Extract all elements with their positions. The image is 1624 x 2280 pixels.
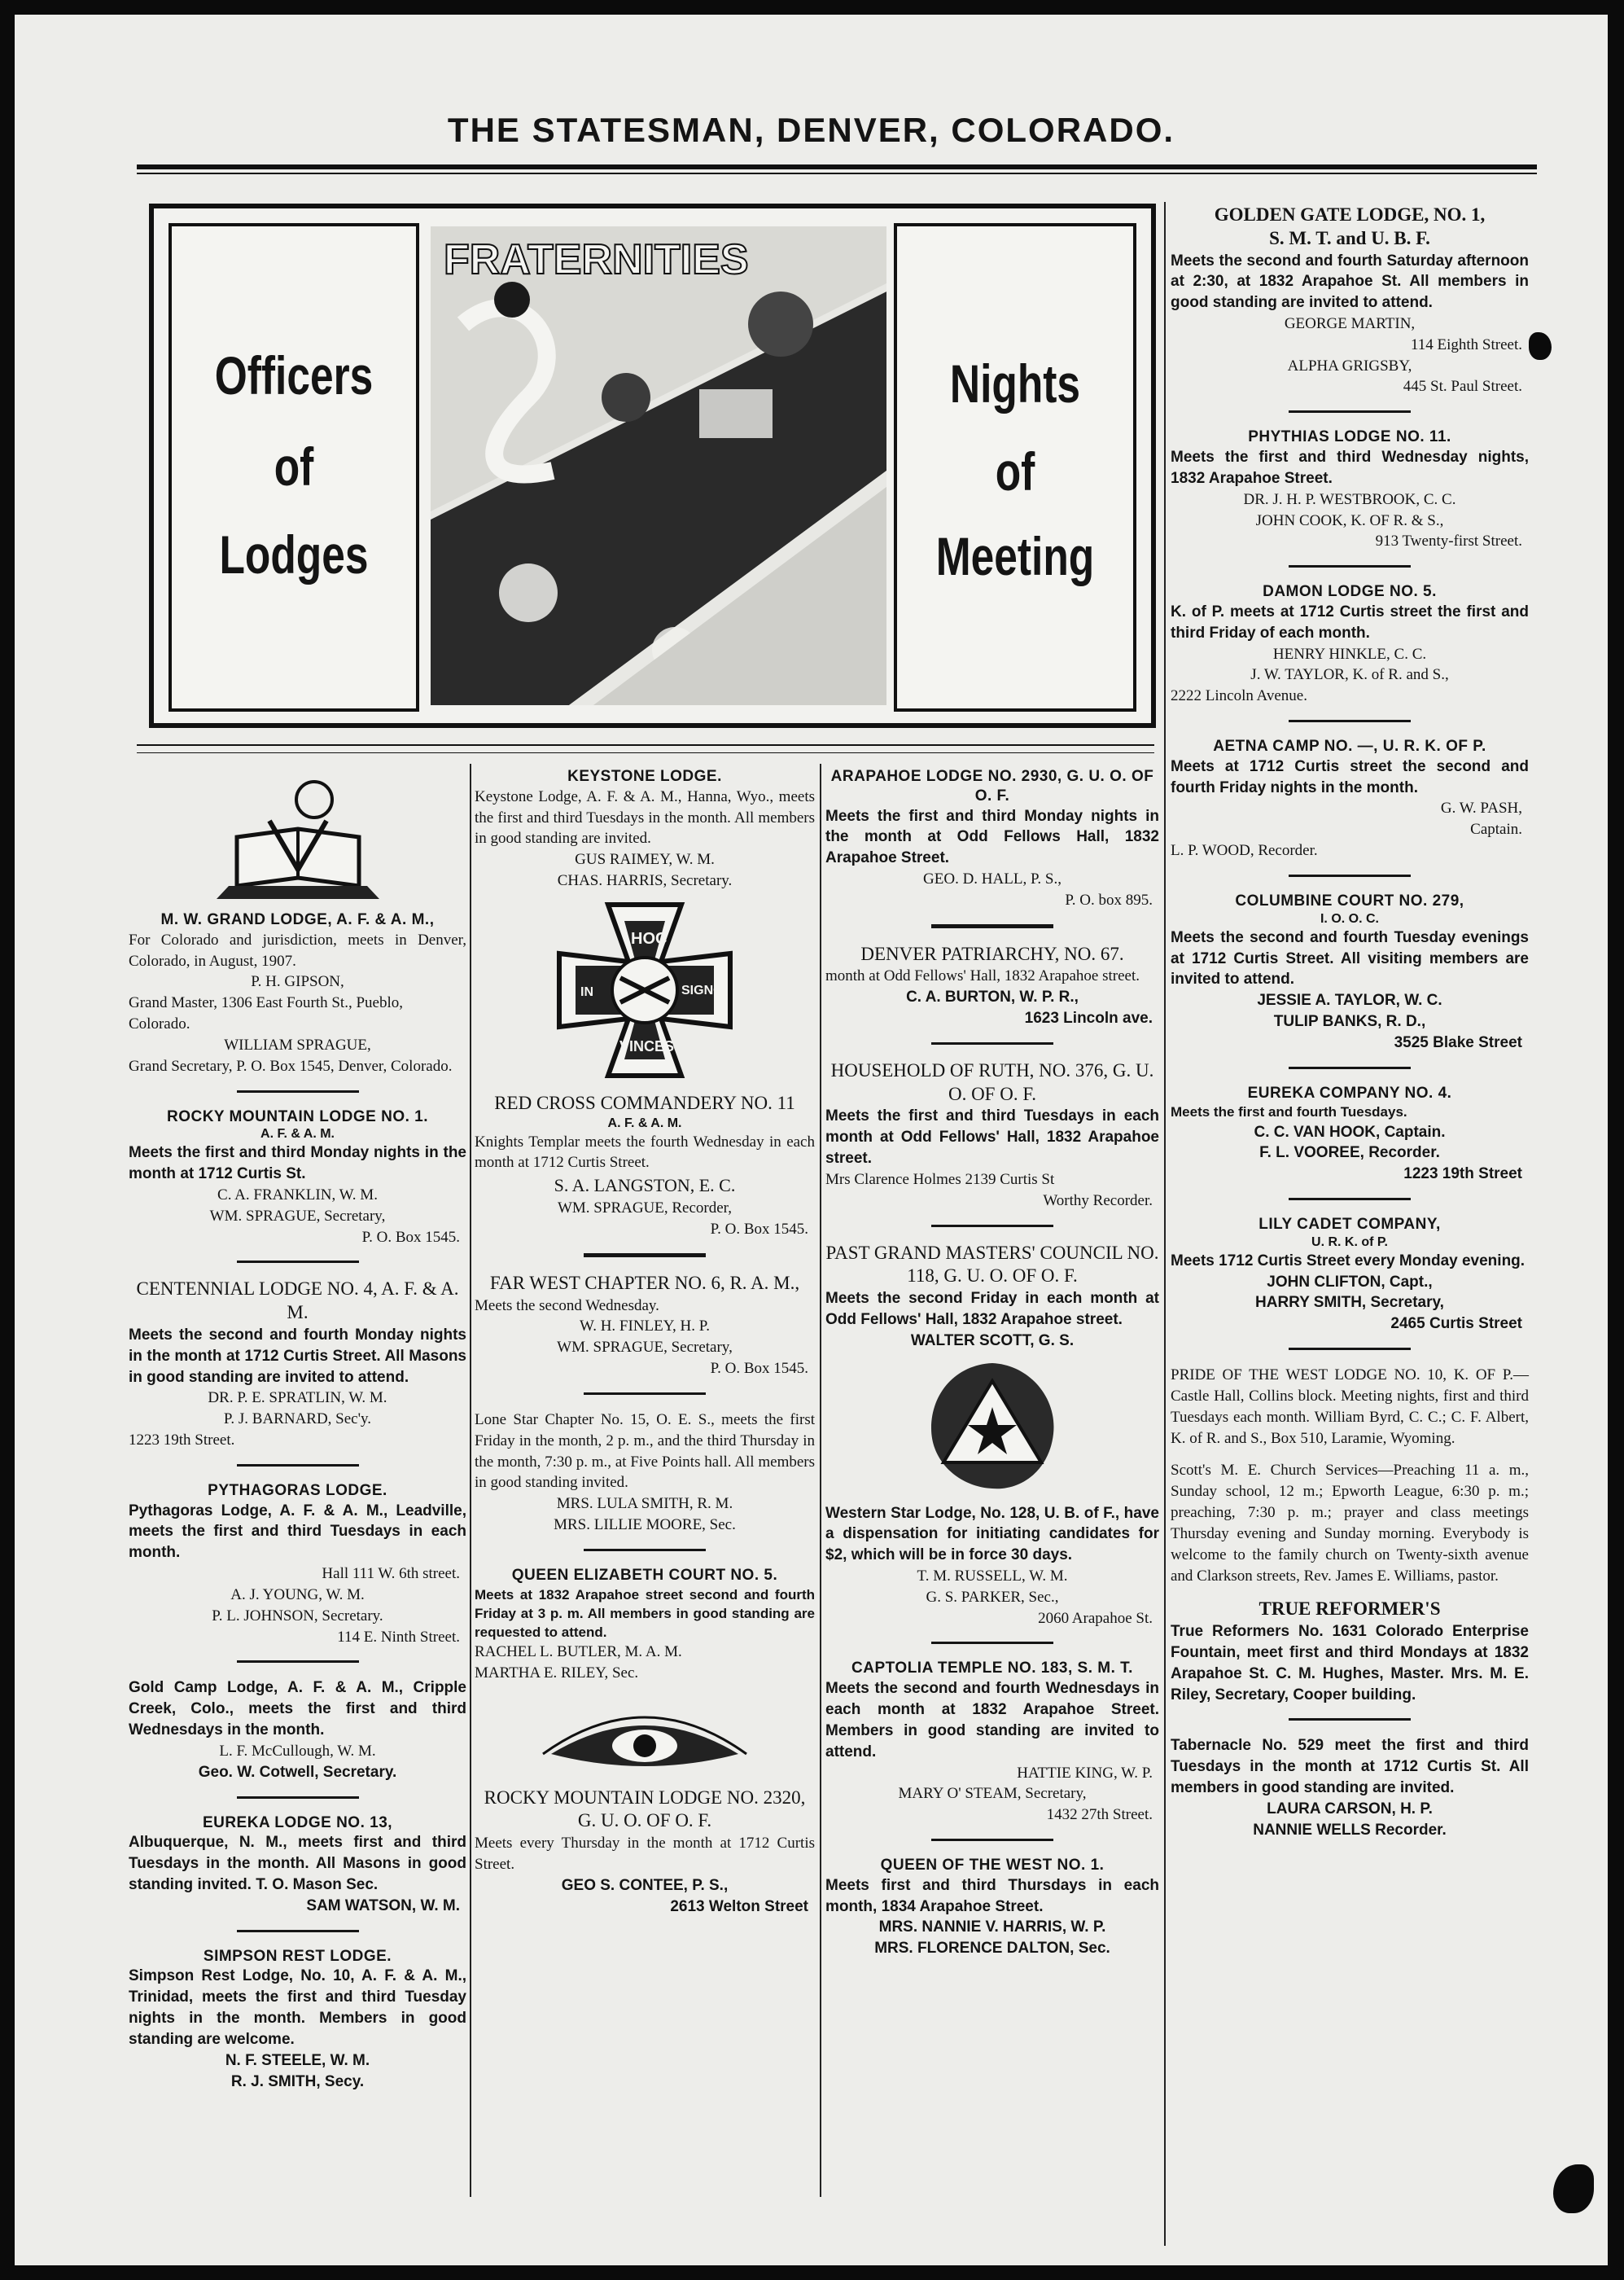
column-4 [1171,204,1529,1841]
banner-rule-2 [137,752,1154,753]
separator [584,1392,706,1395]
column-divider-3 [1164,202,1166,2246]
damon-name-3: 2222 Lincoln Avenue. [1171,687,1307,705]
separator [1289,720,1411,722]
household-ruth-body: Meets the first and third Tuesdays in each month at Odd Fellows' Hall, 1832 Arapahoe street. [825,1107,1159,1168]
banner-left-panel [169,223,419,712]
arapahoe-title: ARAPAHOE LODGE NO. 2930, G. U. O. OF O. F. [830,768,1154,805]
rocky-mountain-2320-name-2: 2613 Welton Street [670,1897,808,1915]
scotts-church-body: Scott's M. E. Church Services—Preaching 11 a. m., Sunday school, 12 m.; Epworth League, 6:30 p. m.; preaching, 7:30 p. m.; prayer and class meetings Thursday evening and Sunday morning. Everybody is welcome to the family church on Twenty-sixth avenue and Clarkson streets, Rev. James E. Williams, pastor. [1171,1462,1529,1585]
arapahoe-name-1: GEO. D. HALL, P. S., [923,870,1062,888]
queen-elizabeth-name-1: RACHEL L. BUTLER, M. A. M. [475,1642,682,1660]
banner-right-line-2: of [995,441,1035,502]
household-ruth-name-2: Worthy Recorder. [1043,1191,1153,1209]
rocky-mountain-2320-name-1: GEO S. CONTEE, P. S., [561,1876,729,1894]
golden-gate-name-3: ALPHA GRIGSBY, [1287,357,1412,375]
banner-left-line-1: Officers [214,345,374,406]
column-2 [475,767,815,1917]
household-ruth-title: HOUSEHOLD OF RUTH, NO. 376, G. U. O. OF O. F. [830,1059,1154,1104]
arapahoe-body: Meets the first and third Monday nights in the month at Odd Fellows Hall, 1832 Arapahoe Street. [825,807,1159,867]
banner-rule [137,744,1154,746]
queen-elizabeth-title: QUEEN ELIZABETH COURT NO. 5. [511,1566,778,1584]
western-star-body: Western Star Lodge, No. 128, U. B. of F., have a dispensation for initiating candidates for $2, which will be in force 30 days. [825,1504,1159,1564]
lone-star-name-1: MRS. LULA SMITH, R. M. [556,1495,733,1513]
cross-word-in: IN [580,984,593,999]
separator [931,1839,1053,1841]
queen-west-name-1: MRS. NANNIE V. HARRIS, W. P. [878,1918,1106,1936]
separator [237,1090,359,1093]
aetna-name-3: L. P. WOOD, Recorder. [1171,842,1318,860]
centennial-body: Meets the second and fourth Monday nights in the month at 1712 Curtis Street. All Masons in good standing are invited to attend. [129,1326,466,1386]
rocky-mountain-sub: A. F. & A. M. [260,1127,335,1142]
separator [1289,1067,1411,1069]
queen-elizabeth-name-2: MARTHA E. RILEY, Sec. [475,1664,639,1682]
grand-lodge-name-2: Grand Master, 1306 East Fourth St., Pueblo, Colorado. [129,994,403,1033]
separator [931,924,1053,928]
eureka-company-name-1: C. C. VAN HOOK, Captain. [1254,1123,1446,1141]
patriarchy-name-1: C. A. BURTON, W. P. R., [906,989,1079,1006]
masthead: THE STATESMAN, DENVER, COLORADO. [447,111,1175,149]
queen-west-body: Meets first and third Thursdays in each month, 1834 Arapahoe Street. [825,1876,1159,1915]
western-star-name-1: T. M. RUSSELL, W. M. [917,1567,1068,1585]
red-cross-name-3: P. O. Box 1545. [710,1221,808,1239]
far-west-name-1: W. H. FINLEY, H. P. [580,1318,710,1335]
banner-right-line-3: Meeting [935,526,1095,586]
columbine-body: Meets the second and fourth Tuesday evenings at 1712 Curtis Street. All visiting members are invited to attend. [1171,928,1529,989]
separator [237,1464,359,1467]
arapahoe-name-2: P. O. box 895. [1065,891,1153,909]
keystone-name-1: GUS RAIMEY, W. M. [575,851,715,869]
separator [931,1225,1053,1227]
golden-gate-body: Meets the second and fourth Saturday afternoon at 2:30, at 1832 Arapahoe St. All members in good standing are invited to attend. [1171,252,1529,312]
household-ruth-name-1: Mrs Clarence Holmes 2139 Curtis St [825,1170,1055,1188]
pythagoras-name-3: P. L. JOHNSON, Secretary. [212,1607,383,1624]
banner-right-line-1: Nights [949,353,1081,414]
ink-blot [1529,332,1552,360]
true-reformers-name-1: LAURA CARSON, H. P. [1267,1800,1433,1817]
lily-cadet-body: Meets 1712 Curtis Street every Monday evening. [1171,1252,1526,1269]
grand-lodge-name-3: WILLIAM SPRAGUE, [224,1036,371,1054]
aetna-title: AETNA CAMP NO. —, U. R. K. OF P. [1213,738,1486,756]
true-reformers-body: True Reformers No. 1631 Colorado Enterprise Fountain, meet first and third Mondays at 1832 Arapahoe St. C. M. Hughes, Master. Mrs. M. E. Riley, Secretary, Cooper building. [1171,1623,1529,1703]
captolia-name-1: HATTIE KING, W. P. [1017,1764,1153,1782]
separator [237,1660,359,1663]
eureka-lodge-name-1: SAM WATSON, W. M. [306,1896,460,1914]
column-3 [825,767,1159,1959]
rocky-mountain-title: ROCKY MOUNTAIN LODGE NO. 1. [166,1107,429,1125]
simpson-rest-name-1: N. F. STEELE, W. M. [225,2051,370,2069]
simpson-rest-title: SIMPSON REST LODGE. [203,1947,392,1965]
gold-camp-name-2: Geo. W. Cotwell, Secretary. [198,1763,397,1781]
separator [931,1042,1053,1045]
far-west-name-2: WM. SPRAGUE, Secretary, [557,1339,733,1357]
lily-cadet-name-1: JOHN CLIFTON, Capt., [1267,1273,1433,1291]
separator [1289,1348,1411,1350]
columbine-name-3: 3525 Blake Street [1394,1033,1522,1051]
patriarchy-title: DENVER PATRIARCHY, NO. 67. [860,943,1124,964]
banner-illustration [431,226,886,705]
lone-star-body: Lone Star Chapter No. 15, O. E. S., meets the first Friday in the month, 2 p. m., and the third Thursday in the month, 7:30 p. m., at Five Points hall. All members in good standing invited. [475,1410,815,1492]
phythias-name-1: DR. J. H. P. WESTBROOK, C. C. [1243,490,1456,508]
far-west-name-3: P. O. Box 1545. [710,1360,808,1378]
eureka-lodge-body: Albuquerque, N. M., meets first and third Tuesdays in the month. All Masons in good standing invited. T. O. Mason Sec. [129,1834,466,1893]
pythagoras-name-1: Hall 111 W. 6th street. [322,1565,460,1583]
patriarchy-name-2: 1623 Lincoln ave. [1024,1010,1153,1028]
queen-elizabeth-body: Meets at 1832 Arapahoe street second and fourth Friday at 3 p. m. All members in good standing are requested to attend. [475,1586,815,1640]
eureka-company-name-3: 1223 19th Street [1403,1165,1522,1183]
simpson-rest-name-2: R. J. SMITH, Secy. [230,2072,365,2090]
masthead-rule-thin [137,173,1537,174]
ink-blot [1553,2164,1594,2213]
separator [1289,410,1411,413]
masonic-bible-emblem [204,772,392,902]
past-grand-name-1: WALTER SCOTT, G. S. [910,1331,1075,1349]
columbine-sub: I. O. O. C. [1320,911,1379,926]
centennial-title: CENTENNIAL LODGE NO. 4, A. F. & A. M. [136,1278,459,1323]
true-reformers-title: TRUE REFORMER'S [1258,1598,1441,1620]
banner-right-panel [894,223,1136,712]
newspaper-page [15,15,1608,2265]
star-triangle-emblem [923,1357,1062,1495]
phythias-name-3: 913 Twenty-first Street. [1375,533,1522,550]
pythagoras-body: Pythagoras Lodge, A. F. & A. M., Leadville, meets the first and third Tuesdays in each month. [129,1502,466,1562]
column-1 [129,767,466,2092]
separator [584,1253,706,1257]
captolia-body: Meets the second and fourth Wednesdays in each month at 1832 Arapahoe Street. Members in good standing are invited to attend. [825,1680,1159,1760]
lone-star-name-2: MRS. LILLIE MOORE, Sec. [554,1516,736,1534]
rocky-mountain-body: Meets the first and third Monday nights in the month at 1712 Curtis St. [129,1144,466,1183]
western-star-name-2: G. S. PARKER, Sec., [926,1588,1059,1606]
rocky-mountain-2320-title: ROCKY MOUNTAIN LODGE NO. 2320, G. U. O. OF O. F. [484,1787,806,1831]
knights-templar-cross-emblem [551,897,738,1084]
phythias-name-2: JOHN COOK, K. OF R. & S., [1255,511,1444,529]
rocky-mountain-name-1: C. A. FRANKLIN, W. M. [217,1186,378,1204]
past-grand-body: Meets the second Friday in each month at Odd Fellows' Hall, 1832 Arapahoe street. [825,1290,1159,1328]
lily-cadet-sub: U. R. K. of P. [1311,1234,1388,1249]
separator [237,1796,359,1799]
keystone-name-2: CHAS. HARRIS, Secretary. [557,872,733,890]
pride-west-body: PRIDE OF THE WEST LODGE NO. 10, K. OF P.—Castle Hall, Collins block. Meeting nights, first and third Tuesdays each month. William Byrd, C. C.; C. F. Albert, K. of R. and S., Box 510, Laramie, Wyoming. [1171,1366,1529,1447]
cross-word-vinces: VINCES [619,1037,675,1054]
keystone-body: Keystone Lodge, A. F. & A. M., Hanna, Wyo., meets the first and third Tuesdays in the month. All members in good standing are invited. [475,787,815,848]
queen-west-name-2: MRS. FLORENCE DALTON, Sec. [874,1940,1110,1958]
golden-gate-name-4: 445 St. Paul Street. [1403,378,1522,396]
eureka-company-body: Meets the first and fourth Tuesdays. [1171,1104,1407,1120]
damon-title: DAMON LODGE NO. 5. [1263,583,1437,601]
patriarchy-body: month at Odd Fellows' Hall, 1832 Arapahoe street. [825,967,1140,985]
red-cross-title: RED CROSS COMMANDERY NO. 11 [494,1092,795,1113]
rocky-mountain-name-2: WM. SPRAGUE, Secretary, [209,1207,386,1225]
separator [1289,565,1411,568]
grand-lodge-name-4: Grand Secretary, P. O. Box 1545, Denver, Colorado. [129,1057,453,1075]
far-west-body: Meets the second Wednesday. [475,1296,659,1314]
golden-gate-title: GOLDEN GATE LODGE, NO. 1, [1214,204,1486,225]
separator [1289,1718,1411,1721]
cross-word-signo: SIGNO [681,983,724,998]
aetna-name-1: G. W. PASH, [1440,800,1522,818]
lily-cadet-name-2: HARRY SMITH, Secretary, [1255,1294,1444,1312]
red-cross-sub: A. F. & A. M. [607,1116,682,1130]
centennial-name-3: 1223 19th Street. [129,1432,235,1449]
far-west-title: FAR WEST CHAPTER NO. 6, R. A. M., [489,1272,800,1293]
golden-gate-name-1: GEORGE MARTIN, [1284,314,1416,332]
separator [237,1930,359,1932]
columbine-name-2: TULIP BANKS, R. D., [1273,1013,1426,1031]
captolia-title: CAPTOLIA TEMPLE NO. 183, S. M. T. [851,1660,1133,1677]
captolia-name-3: 1432 27th Street. [1046,1806,1153,1824]
masthead-rule [137,164,1537,169]
grand-lodge-title: M. W. GRAND LODGE, A. F. & A. M., [160,911,435,928]
pythagoras-title: PYTHAGORAS LODGE. [208,1481,387,1499]
red-cross-name-1: S. A. LANGSTON, E. C. [554,1175,736,1196]
eureka-company-title: EUREKA COMPANY NO. 4. [1247,1084,1452,1102]
all-seeing-eye-emblem [535,1689,755,1778]
fraternities-banner [149,204,1156,728]
western-star-name-3: 2060 Arapahoe St. [1038,1609,1153,1627]
banner-left-line-3: Lodges [219,524,369,585]
spacer [1171,1586,1529,1598]
past-grand-title: PAST GRAND MASTERS' COUNCIL NO. 118, G. U. O. OF O. F. [825,1242,1159,1287]
separator [1289,1198,1411,1200]
cross-word-hoc: HOC [631,929,668,948]
eureka-company-name-2: F. L. VOOREE, Recorder. [1259,1144,1440,1162]
golden-gate-name-2: 114 Eighth Street. [1410,335,1522,353]
pythagoras-name-4: 114 E. Ninth Street. [337,1628,460,1646]
centennial-name-1: DR. P. E. SPRATLIN, W. M. [208,1389,387,1407]
separator [237,1261,359,1263]
red-cross-name-2: WM. SPRAGUE, Recorder, [557,1199,733,1217]
damon-name-1: HENRY HINKLE, C. C. [1272,645,1427,663]
grand-lodge-body: For Colorado and jurisdiction, meets in Denver, Colorado, in August, 1907. [129,931,466,970]
damon-name-2: J. W. TAYLOR, K. of R. and S., [1250,666,1449,684]
damon-body: K. of P. meets at 1712 Curtis street the first and third Friday of each month. [1171,603,1529,642]
simpson-rest-body: Simpson Rest Lodge, No. 10, A. F. & A. M., Trinidad, meets the first and third Tuesday nights in the month. Members in good standing are welcome. [129,1967,466,2048]
phythias-title: PHYTHIAS LODGE NO. 11. [1248,428,1451,446]
centennial-name-2: P. J. BARNARD, Sec'y. [223,1410,372,1428]
aetna-body: Meets at 1712 Curtis street the second and fourth Friday nights in the month. [1171,757,1529,796]
aetna-name-2: Captain. [1470,821,1522,839]
lily-cadet-name-3: 2465 Curtis Street [1390,1315,1522,1333]
captolia-name-2: MARY O' STEAM, Secretary, [898,1785,1087,1803]
phythias-body: Meets the first and third Wednesday nights, 1832 Arapahoe Street. [1171,449,1529,487]
red-cross-body: Knights Templar meets the fourth Wednesday in each month at 1712 Curtis Street. [475,1133,815,1172]
banner-title: FRATERNITIES [444,236,749,283]
fraternities-illustration [431,226,886,705]
spacer [1171,1449,1529,1460]
golden-gate-sub: S. M. T. and U. B. F. [1269,227,1430,248]
gold-camp-name-1: L. F. McCullough, W. M. [219,1742,376,1760]
column-divider-1 [470,764,471,2197]
keystone-title: KEYSTONE LODGE. [567,768,722,785]
separator [1289,875,1411,877]
columbine-title: COLUMBINE COURT NO. 279, [1235,892,1464,910]
pythagoras-name-2: A. J. YOUNG, W. M. [230,1585,365,1603]
true-reformers-name-2: NANNIE WELLS Recorder. [1253,1821,1447,1839]
gold-camp-body: Gold Camp Lodge, A. F. & A. M., Cripple Creek, Colo., meets the first and third Wednesdays in the month. [129,1679,466,1739]
column-divider-2 [820,764,821,2197]
lily-cadet-title: LILY CADET COMPANY, [1258,1216,1441,1234]
separator [931,1642,1053,1644]
eureka-lodge-title: EUREKA LODGE NO. 13, [202,1813,393,1831]
grand-lodge-name-1: P. H. GIPSON, [251,973,344,991]
separator [584,1549,706,1551]
rocky-mountain-name-3: P. O. Box 1545. [361,1228,460,1246]
rocky-mountain-2320-body: Meets every Thursday in the month at 1712 Curtis Street. [475,1835,815,1873]
tabernacle-body: Tabernacle No. 529 meet the first and third Tuesdays in the month at 1712 Curtis St. All members in good standing are invited. [1171,1737,1529,1797]
columbine-name-1: JESSIE A. TAYLOR, W. C. [1257,992,1442,1010]
banner-left-line-2: of [274,436,314,497]
queen-west-title: QUEEN OF THE WEST NO. 1. [880,1857,1105,1874]
